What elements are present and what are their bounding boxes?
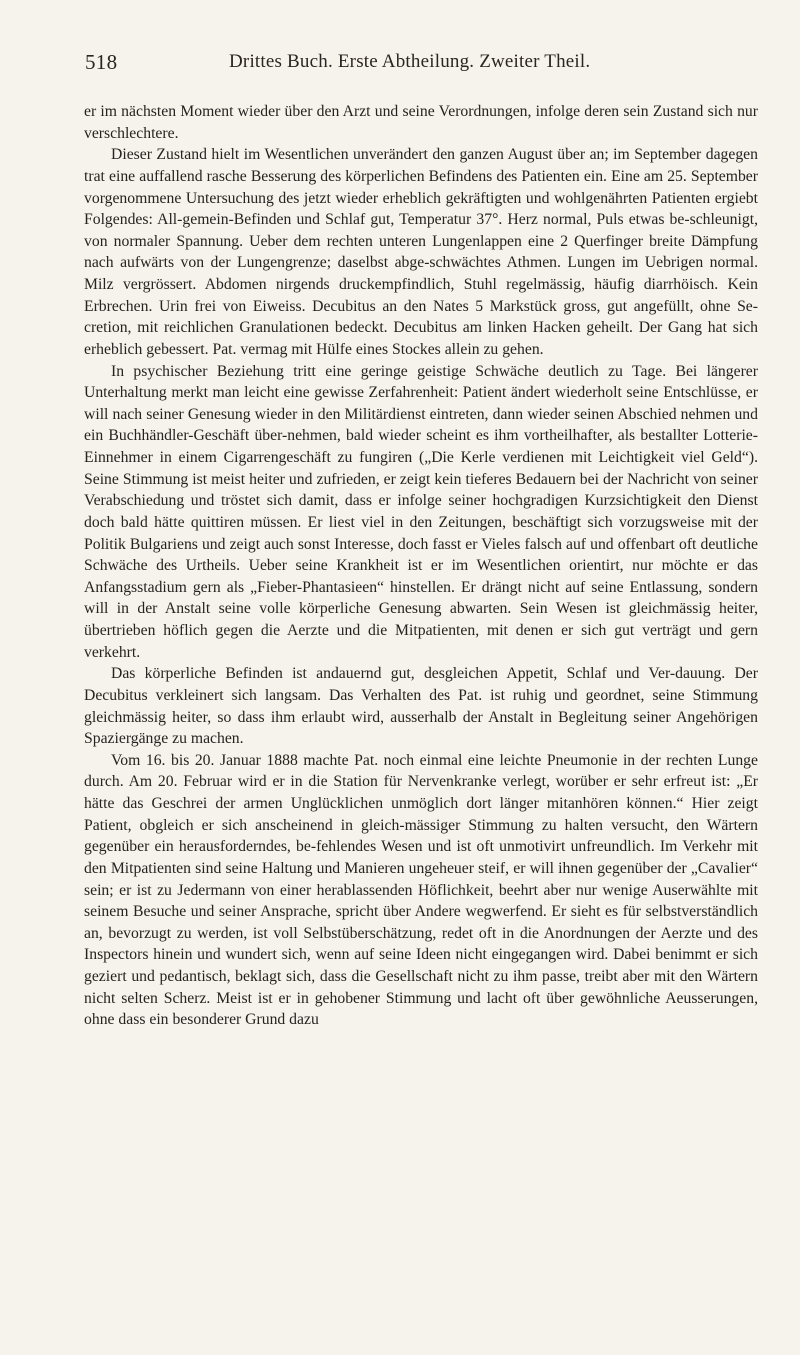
body-text	[84, 101, 758, 1031]
paragraph-continuation: er im nächsten Moment wieder über den Arzt und seine Verordnungen, infolge deren sein Zustand sich nur verschlechtere.	[84, 103, 758, 142]
paragraph: Vom 16. bis 20. Januar 1888 machte Pat. noch einmal eine leichte Pneumonie in der rechten Lunge durch. Am 20. Februar wird er in die Station für Nervenkranke verlegt, worüber er sehr erfreut ist: „Er hätte das Geschrei der armen Unglücklichen unmöglich dort länger mitanhören können.“ Hier zeigt Patient, obgleich er sich anscheinend in gleich-mässiger Stimmung zu halten versucht, den Wärtern gegenüber ein herausforderndes, be-fehlendes Wesen und ist oft unmotivirt unfreundlich. Im Verkehr mit den Mitpatienten sind seine Haltung und Manieren ungeheuer steif, er will ihnen gegenüber der „Cavalier“ sein; er ist zu Jedermann von einer herablassenden Höflichkeit, beehrt aber nur wenige Auserwählte mit seinem Besuche und seiner Ansprache, spricht über Andere wegwerfend. Er sieht es für selbstverständlich an, bevorzugt zu werden, ist voll Selbstüberschätzung, redet oft in die Anordnungen der Aerzte und des Inspectors hinein und wundert sich, wenn auf seine Ideen nicht eingegangen wird. Dabei benimmt er sich geziert und pedantisch, beklagt sich, dass die Gesellschaft nicht zu ihm passe, treibt aber mit den Wärtern nicht selten Scherz. Meist ist er in gehobener Stimmung und lacht oft über gewöhnliche Aeusserungen, ohne dass ein besonderer Grund dazu	[84, 751, 758, 1029]
paragraph: In psychischer Beziehung tritt eine geringe geistige Schwäche deutlich zu Tage. Bei längerer Unterhaltung merkt man leicht eine gewisse Zerfahrenheit: Patient ändert wiederholt seine Entschlüsse, er will nach seiner Genesung wieder in den Militärdienst eintreten, dann wieder seinen Abschied nehmen und ein Buchhändler-Geschäft über-nehmen, bald wieder scheint es ihm vortheilhafter, als bestallter Lotterie-Einnehmer in einem Cigarrengeschäft zu fungiren („Die Kerle verdienen mit Leichtigkeit viel Geld“). Seine Stimmung ist meist heiter und zufrieden, er zeigt kein tieferes Bedauern bei der Nachricht von seiner Verabschiedung und tröstet sich damit, dass er infolge seiner hochgradigen Kurzsichtigkeit den Dienst doch bald hätte quittiren müssen. Er liest viel in den Zeitungen, beschäftigt sich vorzugsweise mit der Politik Bulgariens und zeigt auch sonst Interesse, doch fasst er Vieles falsch auf und offenbart oft deutliche Schwäche des Urtheils. Ueber seine Krankheit ist er im Wesentlichen orientirt, nur möchte er das Anfangsstadium gern als „Fieber-Phantasieen“ hinstellen. Er drängt nicht auf seine Entlassung, sondern will in der Anstalt seine volle körperliche Genesung abwarten. Sein Wesen ist gleichmässig heiter, übertrieben höflich gegen die Aerzte und die Mitpatienten, mit denen er sich gut verträgt und gern verkehrt.	[84, 362, 758, 661]
running-title: Drittes Buch. Erste Abtheilung. Zweiter Theil.	[229, 51, 591, 72]
page-number: 518	[85, 50, 118, 74]
running-header	[85, 50, 757, 80]
paragraph: Dieser Zustand hielt im Wesentlichen unverändert den ganzen August über an; im September dagegen trat eine auffallend rasche Besserung des körperlichen Befindens des Patienten ein. Eine am 25. September vorgenommene Untersuchung des jetzt wieder erheblich gekräftigten und wohlgenährten Patienten ergiebt Folgendes: All-gemein-Befinden und Schlaf gut, Temperatur 37°. Herz normal, Puls etwas be-schleunigt, von normaler Spannung. Ueber dem rechten unteren Lungenlappen eine 2 Querfinger breite Dämpfung nach aufwärts von der Lungengrenze; daselbst abge-schwächtes Athmen. Lungen im Uebrigen normal. Milz vergrössert. Abdomen nirgends druckempfindlich, Stuhl regelmässig, häufig diarrhöisch. Kein Erbrechen. Urin frei von Eiweiss. Decubitus an den Nates 5 Markstück gross, gut angefüllt, ohne Se-cretion, mit reichlichen Granulationen bedeckt. Decubitus am linken Hacken geheilt. Der Gang hat sich erheblich gebessert. Pat. vermag mit Hülfe eines Stockes allein zu gehen.	[84, 146, 758, 358]
paragraph: Das körperliche Befinden ist andauernd gut, desgleichen Appetit, Schlaf und Ver-dauung. Der Decubitus verkleinert sich langsam. Das Verhalten des Pat. ist ruhig und geordnet, seine Stimmung gleichmässig heiter, so dass ihm erlaubt wird, ausserhalb der Anstalt in Begleitung seiner Angehörigen Spaziergänge zu machen.	[84, 665, 758, 748]
